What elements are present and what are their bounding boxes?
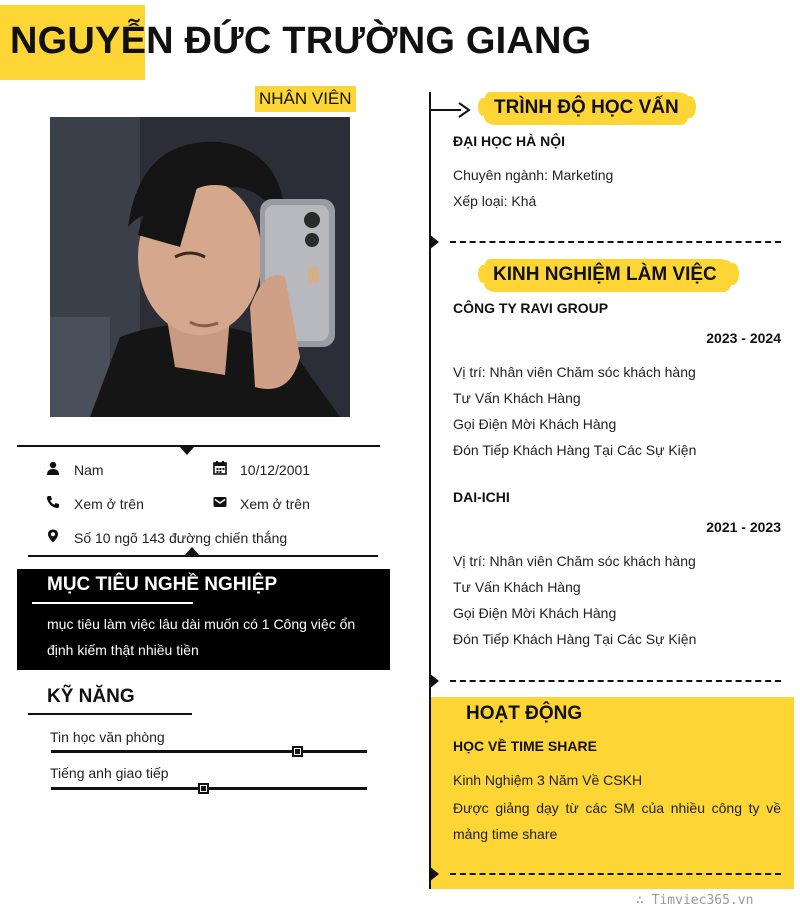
profile-photo — [50, 117, 350, 417]
job-years: 2023 - 2024 — [706, 330, 781, 346]
phone-value: Xem ở trên — [74, 496, 144, 512]
objective-text: mục tiêu làm việc lâu dài muốn có 1 Công việc ổn định kiếm thật nhiều tiền — [47, 616, 356, 658]
user-icon — [46, 461, 60, 475]
phone-icon — [46, 495, 60, 509]
skill-bar — [51, 787, 367, 790]
skill-name: Tiếng anh giao tiếp — [50, 765, 169, 781]
job-detail: Gọi Điện Mời Khách Hàng — [453, 605, 617, 621]
job-detail: Vị trí: Nhân viên Chăm sóc khách hàng — [453, 364, 696, 380]
education-title: TRÌNH ĐỘ HỌC VẤN — [494, 97, 679, 118]
address-value: Số 10 ngõ 143 đường chiến thắng — [74, 530, 288, 546]
gender-value: Nam — [74, 462, 104, 478]
experience-title: KINH NGHIỆM LÀM VIỆC — [493, 264, 717, 285]
company-name: CÔNG TY RAVI GROUP — [453, 300, 609, 316]
job-detail: Tư Vấn Khách Hàng — [453, 579, 581, 595]
map-pin-icon — [46, 529, 60, 543]
section-divider — [450, 873, 781, 875]
birthday-value: 10/12/2001 — [240, 462, 311, 478]
skill-name: Tin học văn phòng — [50, 729, 165, 745]
skill-bar — [51, 750, 367, 753]
info-bottom-rule — [28, 555, 378, 557]
objective-title: MỤC TIÊU NGHỀ NGHIỆP — [47, 574, 278, 595]
job-detail: Vị trí: Nhân viên Chăm sóc khách hàng — [453, 553, 696, 569]
info-top-marker — [179, 446, 195, 455]
skills-title: KỸ NĂNG — [47, 686, 135, 707]
major: Chuyên ngành: Marketing — [453, 167, 614, 183]
watermark-text: Timviec365.vn — [651, 893, 754, 908]
skill-level-marker — [292, 746, 303, 757]
skills-underline — [28, 713, 192, 715]
email-value: Xem ở trên — [240, 496, 310, 512]
company-name: DAI-ICHI — [453, 489, 510, 505]
section-divider — [450, 241, 781, 243]
timeline-marker — [429, 673, 439, 689]
job-detail: Gọi Điện Mời Khách Hàng — [453, 416, 617, 432]
activity-detail: Được giảng dạy từ các SM của nhiều công ty về mảng time share — [453, 800, 781, 842]
arrow-right-icon — [431, 101, 471, 124]
job-years: 2021 - 2023 — [706, 519, 781, 535]
envelope-icon — [213, 495, 227, 509]
job-title: NHÂN VIÊN — [255, 86, 356, 112]
watermark: ∴ Timviec365.vn — [636, 893, 754, 908]
job-detail: Tư Vấn Khách Hàng — [453, 390, 581, 406]
info-top-rule — [17, 445, 380, 447]
skill-level-marker — [198, 783, 209, 794]
objective-underline — [32, 602, 193, 604]
calendar-icon — [213, 461, 227, 475]
job-detail: Đón Tiếp Khách Hàng Tại Các Sự Kiện — [453, 631, 697, 647]
section-divider — [450, 680, 781, 682]
activity-name: HỌC VỀ TIME SHARE — [453, 738, 597, 754]
timeline-marker — [429, 866, 439, 882]
activities-section — [431, 697, 794, 889]
activity-detail: Kinh Nghiệm 3 Năm Về CSKH — [453, 772, 643, 788]
activities-title: HOẠT ĐỘNG — [466, 703, 583, 724]
grade: Xếp loại: Khá — [453, 193, 537, 209]
school-name: ĐẠI HỌC HÀ NỘI — [453, 133, 565, 149]
timeline-marker — [429, 234, 439, 250]
job-detail: Đón Tiếp Khách Hàng Tại Các Sự Kiện — [453, 442, 697, 458]
full-name: NGUYỄN ĐỨC TRƯỜNG GIANG — [10, 20, 592, 62]
